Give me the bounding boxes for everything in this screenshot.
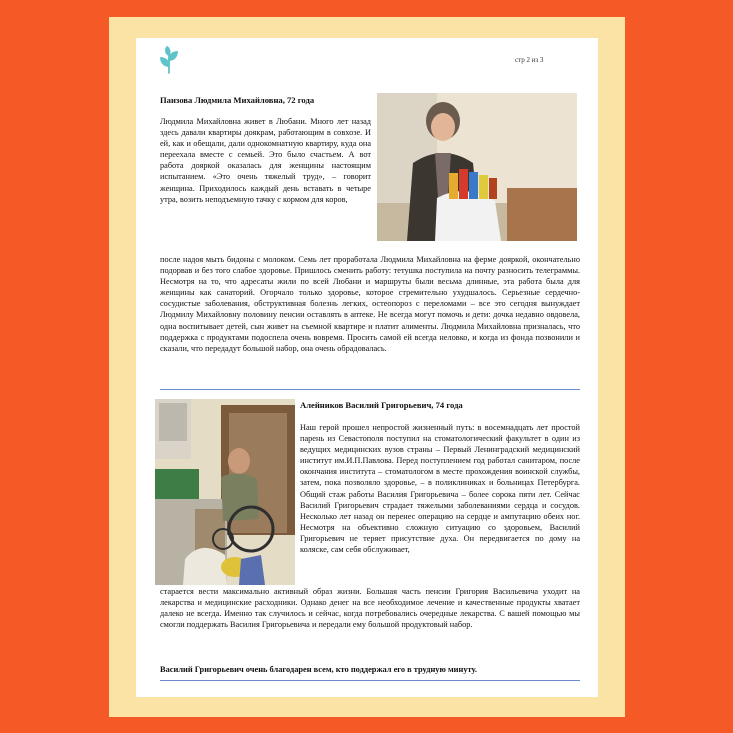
story2-paragraph-top: Наш герой прошел непростой жизненный путь: в восемнадцать лет простой парень из Севастополя поступил на стоматологический факультет в один из ведущих медицинских вузов страны – Первый Ленинградский медицинский институт им.И.П.Павлова. Перед поступлением год работал санитаром, после окончания института – стоматологом в месте прохождения воинской службы, затем, пока позволяло здоровье, – в поликлиниках и больницах Петербурга. Общий стаж работы Василия Григорьевича – более сорока пяти лет. Сейчас Василий Григорьевич страдает тяжелыми заболеваниями сердца и сосудов. Несколько лет назад он перенес операцию на сердце и ампутацию обеих ног. Несмотря на объективно сложную ситуацию со здоровьем, Василий Григорьевич не теряет присутствие духа. Он передвигается по дому на коляске, сам себя обслуживает,	[300, 423, 580, 555]
story1-paragraph-rest: после надоя мыть бидоны с молоком. Семь лет проработала Людмила Михайловна на ферме дояркой, окончательно подорвав и без того слабое здоровье. Пришлось сменить работу: тетушка поступила на почту разносить телеграммы. Несмотря на то, что адресаты жили по всей Любани и маршруты были весьма длинные, эта работа была для женщины как санаторий. Огорчало только здоровье, которое стремительно ухудшалось. Серьезные сердечно-сосудистые заболевания, обструктивная болезнь легких, остеопороз с переломами – все это сегодня вынуждает Людмилу Михайловну половину пенсии оставлять в аптеке. Не всегда могут помочь и дети: дочка недавно овдовела, одна воспитывает детей, сын живет на съемной квартире и платит алименты. Людмила Михайловна призналась, что поддержка с продуктами подоспела очень вовремя. Просить самой ей всегда неловко, и когда из фонда позвонили и сказали, что передадут большой набор, она очень обрадовалась.	[160, 255, 580, 353]
story1-paragraph-top: Людмила Михайловна живет в Любани. Много лет назад здесь давали квартиры доякрам, работающим в совхозе. И ей, как и обещали, дали однокомнатную квартиру, куда она переехала вместе с семьей. Это было счастьем. А вот работа дояркой оказалась для женщины настоящим испытанием. «Это очень тяжелый труд», – говорит женщина. Приходилось каждый день вставать в четыре утра, возить неподъемную тачку с кормом для коров,	[160, 117, 371, 204]
story2-title: Алейников Василий Григорьевич, 74 года	[300, 400, 463, 410]
section-divider	[160, 389, 580, 390]
elderly-woman-with-groceries-photo	[377, 93, 577, 241]
man-in-wheelchair-photo	[155, 399, 295, 585]
leaf-sprout-icon	[158, 46, 180, 74]
page-indicator: стр 2 из 3	[515, 56, 544, 64]
story2-paragraph-rest: старается вести максимально активный образ жизни. Большая часть пенсии Григория Васильевича уходит на лекарства и медицинские расходники. Однако денег на все необходимое лечение и качественные продукты хватает далеко не всегда. Именно так случилось и сейчас, когда потребовались очередные лекарства. С вашей помощью мы смогли поддержать Василия Григорьевича и передали ему большой продуктовый набор.	[160, 587, 580, 630]
story1-title: Паизова Людмила Михайловна, 72 года	[160, 95, 315, 105]
story2-thanks: Василий Григорьевич очень благодарен всем, кто поддержал его в трудную минуту.	[160, 665, 477, 674]
footer-divider	[160, 680, 580, 681]
